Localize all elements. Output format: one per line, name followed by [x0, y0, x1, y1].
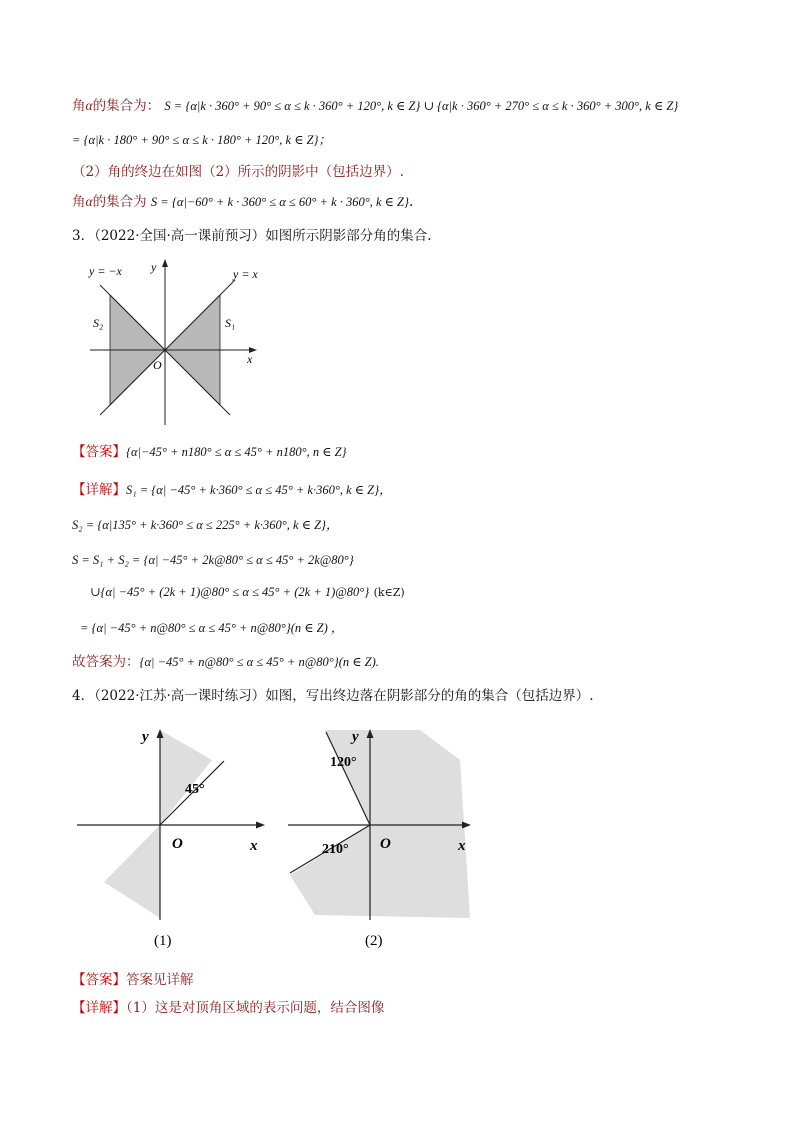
label-x-axis: x	[458, 838, 466, 854]
set-definition-line-2: = {α|k · 180° + 90° ≤ α ≤ k · 180° + 120°, k ∈ Z}；	[72, 133, 332, 147]
label-y-axis: y	[352, 729, 359, 745]
label-y-axis: y	[142, 729, 149, 745]
label-y-axis: y	[151, 260, 157, 274]
set-definition-line-3: 角α的集合为 S = {α|−60° + k · 360° ≤ α ≤ 60° + k · 360°, k ∈ Z}.	[72, 194, 414, 210]
label-s1: S₁	[225, 316, 236, 330]
figure-3-diagram	[85, 255, 275, 430]
label-origin: O	[172, 836, 183, 852]
detail-3-line-2: S₂ = {α|135° + k·360° ≤ α ≤ 225° + k·360°, k ∈ Z}，	[72, 518, 339, 532]
detail-3-line-4: ∪{α| −45° + (2k + 1)@80° ≤ α ≤ 45° + (2k + 1)@80°} (k∈Z)	[90, 585, 405, 599]
caption-figure-1: (1)	[154, 933, 172, 949]
label-x-axis: x	[250, 838, 258, 854]
label-y-x: y = x	[233, 267, 258, 281]
label-angle-45: 45°	[185, 782, 205, 797]
shaded-region-lower	[104, 825, 160, 918]
label-angle-210: 210°	[322, 842, 349, 857]
label-s2: S₂	[93, 316, 104, 330]
label-y-neg-x: y = −x	[89, 264, 122, 278]
detail-3-conclusion: 故答案为：{α| −45° + n@80° ≤ α ≤ 45° + n@80°}(n ∈ Z).	[72, 654, 379, 670]
set-definition-line-1: 角α的集合为： S = {α|k · 360° + 90° ≤ α ≤ k · 360° + 120°, k ∈ Z} ∪ {α|k · 360° + 270° ≤ α ≤ k · 360° + 300°, k ∈ Z}	[72, 98, 679, 114]
figure-4-diagram-2	[285, 720, 485, 950]
detail-3-line-5: = {α| −45° + n@80° ≤ α ≤ 45° + n@80°}(n ∈ Z) ，	[80, 621, 344, 635]
label-x-axis: x	[247, 352, 253, 366]
detail-3-line-3: S = S₁ + S₂ = {α| −45° + 2k@80° ≤ α ≤ 45° + 2k@80°}	[72, 553, 354, 567]
x-axis-arrow-icon	[256, 822, 265, 829]
shaded-region-upper	[160, 730, 212, 825]
question-3: 3．（2022·全国·高一课前预习）如图所示阴影部分角的集合.	[72, 228, 432, 244]
label-origin: O	[380, 836, 391, 852]
label-angle-120: 120°	[330, 755, 357, 770]
caption-figure-2: (2)	[365, 933, 383, 949]
question-4: 4．（2022·江苏·高一课时练习）如图，写出终边落在阴影部分的角的集合（包括边界）.	[72, 688, 594, 704]
detail-4: 【详解】（1）这是对顶角区域的表示问题，结合图像	[72, 1000, 385, 1016]
answer-4: 【答案】答案见详解	[72, 972, 194, 988]
detail-3-line-1: 【详解】S₁ = {α| −45° + k·360° ≤ α ≤ 45° + k·360°, k ∈ Z}，	[72, 482, 392, 498]
y-axis-arrow-icon	[162, 259, 168, 267]
figure-4-diagram-1	[72, 720, 272, 950]
label-origin: O	[153, 358, 162, 372]
shaded-region-main	[290, 730, 470, 918]
x-axis-arrow-icon	[462, 822, 471, 829]
answer-3: 【答案】{α|−45° + n180° ≤ α ≤ 45° + n180°, n ∈ Z}	[72, 444, 347, 460]
part-2-statement: （2）角的终边在如图（2）所示的阴影中（包括边界）.	[72, 164, 404, 180]
